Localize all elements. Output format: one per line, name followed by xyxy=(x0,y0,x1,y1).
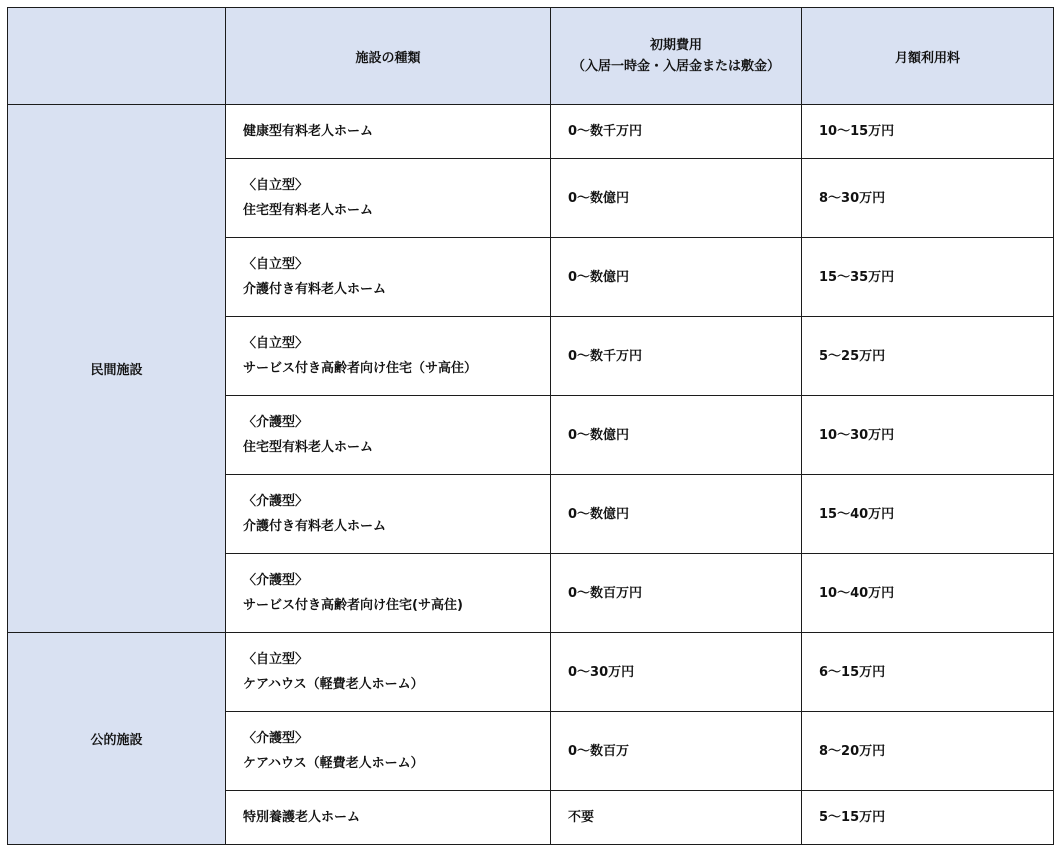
facility-type-note: 〈介護型〉 xyxy=(243,494,309,509)
facility-name-cell xyxy=(226,475,551,554)
facility-name: 介護付き有料老人ホーム xyxy=(243,519,387,534)
monthly-fee-cell: 15〜35万円 xyxy=(802,238,1054,317)
facility-name-cell xyxy=(226,791,551,845)
category-public: 公的施設 xyxy=(8,633,226,845)
table-row xyxy=(8,633,1054,712)
facility-type-note: 〈自立型〉 xyxy=(243,336,309,351)
facility-name-cell xyxy=(226,317,551,396)
facility-name-cell xyxy=(226,633,551,712)
header-category xyxy=(8,8,226,105)
facility-name-cell xyxy=(226,105,551,159)
header-initial-cost xyxy=(551,8,802,105)
initial-cost-cell: 不要 xyxy=(551,791,802,845)
header-monthly-fee: 月額利用料 xyxy=(802,8,1054,105)
facility-cost-table xyxy=(7,7,1054,845)
initial-cost-cell: 0〜数億円 xyxy=(551,159,802,238)
monthly-fee-cell: 10〜15万円 xyxy=(802,105,1054,159)
monthly-fee-cell: 5〜15万円 xyxy=(802,791,1054,845)
initial-cost-cell: 0〜数千万円 xyxy=(551,105,802,159)
facility-name: 住宅型有料老人ホーム xyxy=(243,440,374,455)
facility-name: サービス付き高齢者向け住宅（サ高住） xyxy=(243,361,478,376)
monthly-fee-cell: 8〜20万円 xyxy=(802,712,1054,791)
initial-cost-cell: 0〜数億円 xyxy=(551,396,802,475)
facility-name: 住宅型有料老人ホーム xyxy=(243,203,374,218)
initial-cost-cell: 0〜数百万円 xyxy=(551,554,802,633)
facility-name: 健康型有料老人ホーム xyxy=(243,124,374,139)
facility-name: 介護付き有料老人ホーム xyxy=(243,282,387,297)
initial-cost-cell: 0〜数千万円 xyxy=(551,317,802,396)
facility-type-note: 〈介護型〉 xyxy=(243,573,309,588)
monthly-fee-cell: 5〜25万円 xyxy=(802,317,1054,396)
facility-name: 特別養護老人ホーム xyxy=(243,810,361,825)
header-row xyxy=(8,8,1054,105)
facility-name-cell xyxy=(226,554,551,633)
initial-cost-cell: 0〜30万円 xyxy=(551,633,802,712)
facility-type-note: 〈介護型〉 xyxy=(243,731,309,746)
monthly-fee-cell: 15〜40万円 xyxy=(802,475,1054,554)
category-private: 民間施設 xyxy=(8,105,226,633)
monthly-fee-cell: 6〜15万円 xyxy=(802,633,1054,712)
header-facility-type: 施設の種類 xyxy=(226,8,551,105)
header-initial-cost-line2: （入居一時金・入居金または敷金） xyxy=(571,59,780,74)
table-row xyxy=(8,105,1054,159)
initial-cost-cell: 0〜数億円 xyxy=(551,475,802,554)
monthly-fee-cell: 10〜40万円 xyxy=(802,554,1054,633)
facility-name-cell xyxy=(226,396,551,475)
initial-cost-cell: 0〜数億円 xyxy=(551,238,802,317)
facility-name: ケアハウス（軽費老人ホーム） xyxy=(243,756,424,771)
facility-name-cell xyxy=(226,238,551,317)
facility-type-note: 〈自立型〉 xyxy=(243,652,309,667)
header-initial-cost-line1: 初期費用 xyxy=(649,38,702,53)
monthly-fee-cell: 8〜30万円 xyxy=(802,159,1054,238)
facility-type-note: 〈介護型〉 xyxy=(243,415,309,430)
initial-cost-cell: 0〜数百万 xyxy=(551,712,802,791)
monthly-fee-cell: 10〜30万円 xyxy=(802,396,1054,475)
facility-name-cell xyxy=(226,159,551,238)
facility-name: ケアハウス（軽費老人ホーム） xyxy=(243,677,424,692)
facility-name-cell xyxy=(226,712,551,791)
facility-type-note: 〈自立型〉 xyxy=(243,257,309,272)
facility-type-note: 〈自立型〉 xyxy=(243,178,309,193)
facility-name: サービス付き高齢者向け住宅(サ高住) xyxy=(243,598,463,613)
